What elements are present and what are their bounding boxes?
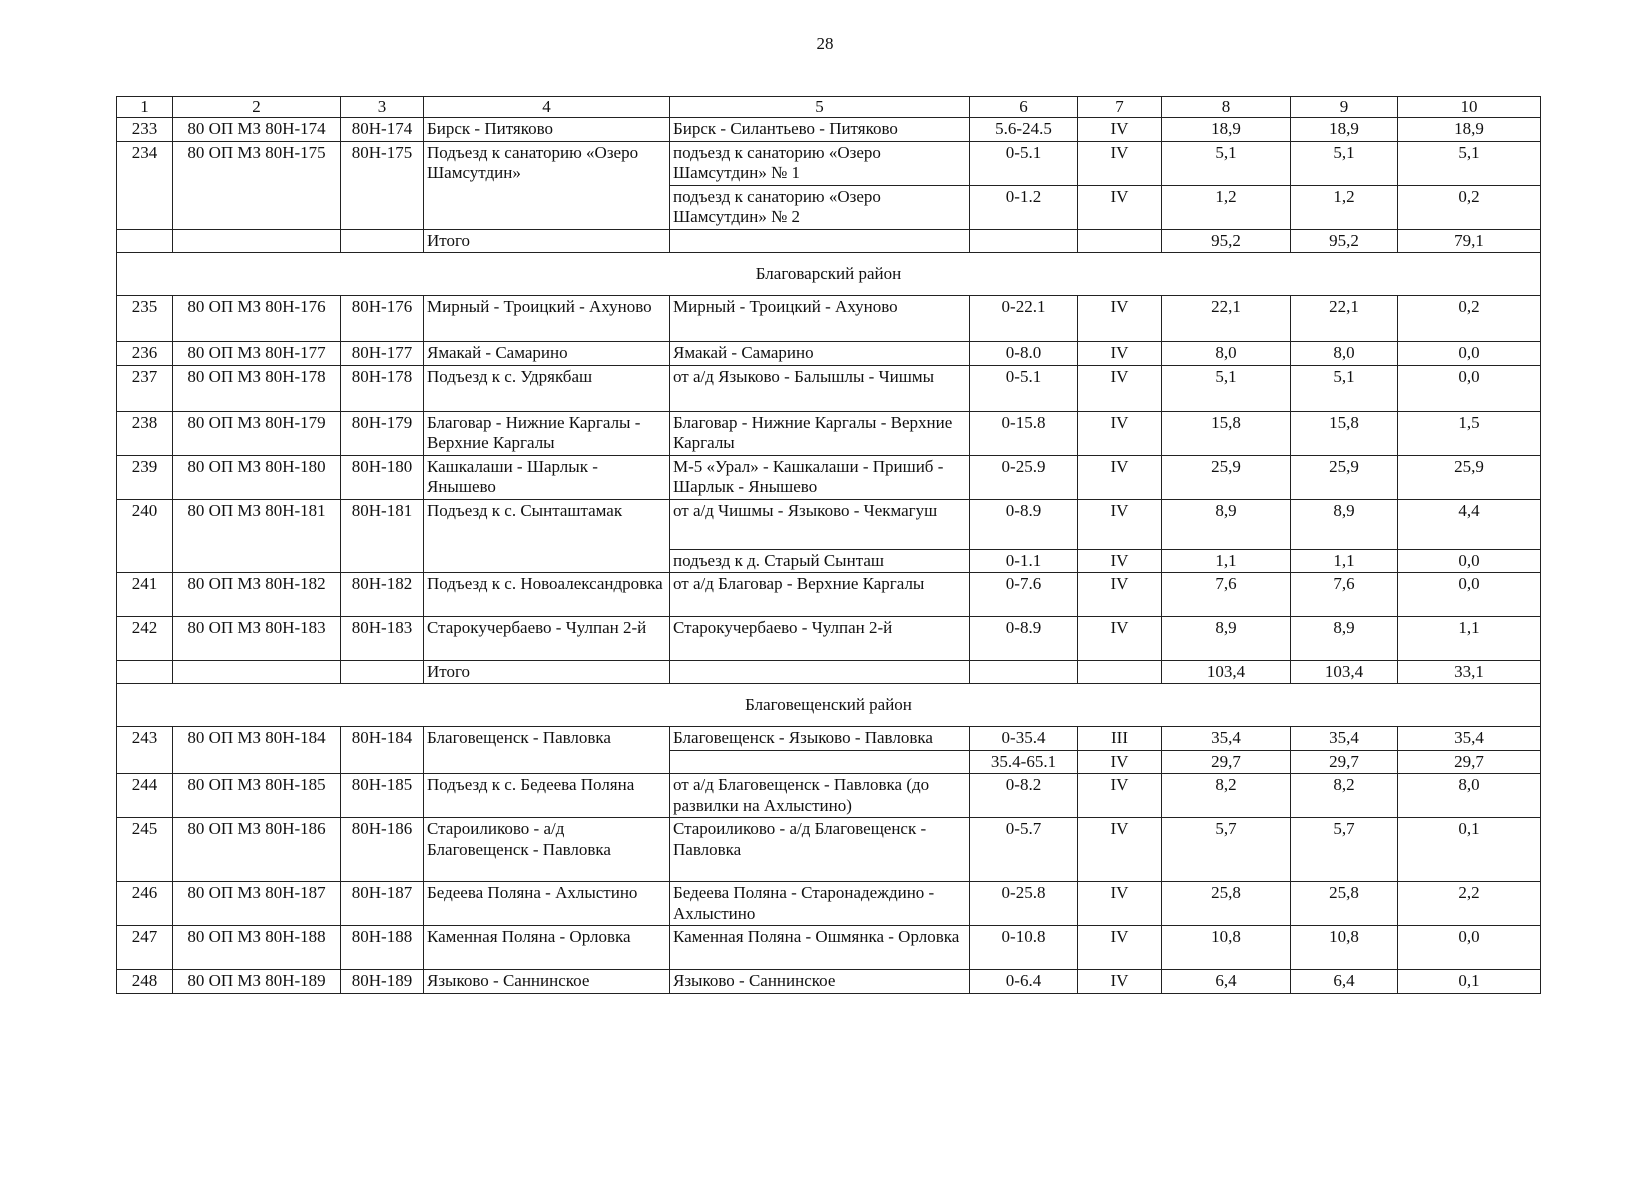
- header-cell: 10: [1398, 97, 1541, 118]
- length-cell: 4,4: [1398, 499, 1541, 549]
- route-cell: от а/д Чишмы - Языково - Чекмагуш: [670, 499, 970, 549]
- road-id-cell: 80 ОП МЗ 80Н-188: [173, 926, 341, 970]
- empty-cell: [341, 229, 424, 252]
- road-id-cell: 80 ОП МЗ 80Н-181: [173, 499, 341, 572]
- row-number: 237: [117, 365, 173, 411]
- header-cell: 1: [117, 97, 173, 118]
- length-cell: 0,2: [1398, 185, 1541, 229]
- road-short-id-cell: 80Н-187: [341, 882, 424, 926]
- total-value: 95,2: [1291, 229, 1398, 252]
- km-range-cell: 0-8.2: [970, 774, 1078, 818]
- road-short-id-cell: 80Н-179: [341, 411, 424, 455]
- row-number: 234: [117, 141, 173, 229]
- length-cell: 1,2: [1291, 185, 1398, 229]
- table-row: [117, 774, 1541, 818]
- length-cell: 18,9: [1398, 118, 1541, 141]
- km-range-cell: 0-25.8: [970, 882, 1078, 926]
- length-cell: 8,0: [1398, 774, 1541, 818]
- road-short-id-cell: 80Н-183: [341, 616, 424, 660]
- length-cell: 1,1: [1162, 549, 1291, 572]
- length-cell: 8,2: [1291, 774, 1398, 818]
- road-name-cell: Подъезд к с. Новоалександровка: [424, 572, 670, 616]
- route-cell: подъезд к д. Старый Сынташ: [670, 549, 970, 572]
- length-cell: 8,9: [1162, 616, 1291, 660]
- road-short-id-cell: 80Н-181: [341, 499, 424, 572]
- length-cell: 1,2: [1162, 185, 1291, 229]
- district-name: Благоварский район: [117, 253, 1541, 296]
- length-cell: 7,6: [1291, 572, 1398, 616]
- length-cell: 29,7: [1291, 750, 1398, 773]
- length-cell: 29,7: [1162, 750, 1291, 773]
- km-range-cell: 0-5.1: [970, 141, 1078, 185]
- road-id-cell: 80 ОП МЗ 80Н-185: [173, 774, 341, 818]
- category-cell: IV: [1078, 750, 1162, 773]
- empty-cell: [970, 229, 1078, 252]
- length-cell: 10,8: [1162, 926, 1291, 970]
- empty-cell: [670, 660, 970, 683]
- category-cell: IV: [1078, 926, 1162, 970]
- length-cell: 5,1: [1291, 365, 1398, 411]
- total-value: 33,1: [1398, 660, 1541, 683]
- road-name-cell: Благовещенск - Павловка: [424, 727, 670, 774]
- length-cell: 22,1: [1291, 296, 1398, 342]
- header-cell: 5: [670, 97, 970, 118]
- road-id-cell: 80 ОП МЗ 80Н-180: [173, 455, 341, 499]
- length-cell: 29,7: [1398, 750, 1541, 773]
- empty-cell: [1078, 229, 1162, 252]
- road-name-cell: Мирный - Троицкий - Ахуново: [424, 296, 670, 342]
- total-label: Итого: [424, 229, 670, 252]
- km-range-cell: 0-25.9: [970, 455, 1078, 499]
- length-cell: 1,1: [1398, 616, 1541, 660]
- row-number: 242: [117, 616, 173, 660]
- row-number: 236: [117, 342, 173, 365]
- road-short-id-cell: 80Н-180: [341, 455, 424, 499]
- road-id-cell: 80 ОП МЗ 80Н-178: [173, 365, 341, 411]
- empty-cell: [1078, 660, 1162, 683]
- category-cell: IV: [1078, 185, 1162, 229]
- total-row: [117, 229, 1541, 252]
- length-cell: 8,9: [1162, 499, 1291, 549]
- road-name-cell: Подъезд к с. Бедеева Поляна: [424, 774, 670, 818]
- category-cell: IV: [1078, 774, 1162, 818]
- km-range-cell: 0-10.8: [970, 926, 1078, 970]
- road-name-cell: Подъезд к санаторию «Озеро Шамсутдин»: [424, 141, 670, 229]
- road-id-cell: 80 ОП МЗ 80Н-182: [173, 572, 341, 616]
- table-body: [117, 97, 1541, 994]
- length-cell: 7,6: [1162, 572, 1291, 616]
- row-number: 245: [117, 818, 173, 882]
- length-cell: 8,9: [1291, 499, 1398, 549]
- row-number: 238: [117, 411, 173, 455]
- road-id-cell: 80 ОП МЗ 80Н-186: [173, 818, 341, 882]
- category-cell: IV: [1078, 365, 1162, 411]
- length-cell: 5,1: [1162, 365, 1291, 411]
- row-number: 241: [117, 572, 173, 616]
- road-short-id-cell: 80Н-174: [341, 118, 424, 141]
- empty-cell: [173, 660, 341, 683]
- km-range-cell: 0-5.7: [970, 818, 1078, 882]
- length-cell: 5,1: [1162, 141, 1291, 185]
- category-cell: IV: [1078, 572, 1162, 616]
- length-cell: 8,9: [1291, 616, 1398, 660]
- total-value: 79,1: [1398, 229, 1541, 252]
- road-short-id-cell: 80Н-188: [341, 926, 424, 970]
- road-name-cell: Бедеева Поляна - Ахлыстино: [424, 882, 670, 926]
- length-cell: 25,8: [1291, 882, 1398, 926]
- row-number: 243: [117, 727, 173, 774]
- km-range-cell: 0-35.4: [970, 727, 1078, 750]
- road-id-cell: 80 ОП МЗ 80Н-177: [173, 342, 341, 365]
- length-cell: 22,1: [1162, 296, 1291, 342]
- road-name-cell: Каменная Поляна - Орловка: [424, 926, 670, 970]
- road-name-cell: Ямакай - Самарино: [424, 342, 670, 365]
- table-row: [117, 572, 1541, 616]
- length-cell: 1,1: [1291, 549, 1398, 572]
- row-number: 235: [117, 296, 173, 342]
- category-cell: IV: [1078, 118, 1162, 141]
- length-cell: 0,2: [1398, 296, 1541, 342]
- route-cell: Староиликово - а/д Благовещенск - Павловка: [670, 818, 970, 882]
- row-number: 244: [117, 774, 173, 818]
- route-cell: Старокучербаево - Чулпан 2-й: [670, 616, 970, 660]
- table-row: [117, 365, 1541, 411]
- total-row: [117, 660, 1541, 683]
- row-number: 239: [117, 455, 173, 499]
- length-cell: 25,9: [1162, 455, 1291, 499]
- length-cell: 25,8: [1162, 882, 1291, 926]
- km-range-cell: 0-8.9: [970, 499, 1078, 549]
- route-cell: Благовар - Нижние Каргалы - Верхние Каргалы: [670, 411, 970, 455]
- header-row: [117, 97, 1541, 118]
- table-row: [117, 411, 1541, 455]
- header-cell: 4: [424, 97, 670, 118]
- route-cell: от а/д Благовещенск - Павловка (до развилки на Ахлыстино): [670, 774, 970, 818]
- km-range-cell: 0-6.4: [970, 970, 1078, 993]
- km-range-cell: 0-8.9: [970, 616, 1078, 660]
- length-cell: 25,9: [1398, 455, 1541, 499]
- road-short-id-cell: 80Н-177: [341, 342, 424, 365]
- category-cell: IV: [1078, 616, 1162, 660]
- length-cell: 0,0: [1398, 342, 1541, 365]
- length-cell: 8,0: [1162, 342, 1291, 365]
- table-row: [117, 926, 1541, 970]
- route-cell: Языково - Саннинское: [670, 970, 970, 993]
- road-name-cell: Кашкалаши - Шарлык - Янышево: [424, 455, 670, 499]
- road-id-cell: 80 ОП МЗ 80Н-176: [173, 296, 341, 342]
- route-cell: М-5 «Урал» - Кашкалаши - Пришиб - Шарлык - Янышево: [670, 455, 970, 499]
- category-cell: IV: [1078, 549, 1162, 572]
- length-cell: 8,0: [1291, 342, 1398, 365]
- length-cell: 1,5: [1398, 411, 1541, 455]
- route-cell: от а/д Благовар - Верхние Каргалы: [670, 572, 970, 616]
- category-cell: IV: [1078, 882, 1162, 926]
- table-row: [117, 882, 1541, 926]
- table-row: [117, 616, 1541, 660]
- road-name-cell: Подъезд к с. Сынташтамак: [424, 499, 670, 572]
- route-cell: [670, 750, 970, 773]
- road-name-cell: Языково - Саннинское: [424, 970, 670, 993]
- total-value: 95,2: [1162, 229, 1291, 252]
- table-row: [117, 727, 1541, 750]
- empty-cell: [117, 660, 173, 683]
- category-cell: IV: [1078, 970, 1162, 993]
- header-cell: 7: [1078, 97, 1162, 118]
- road-name-cell: Подъезд к с. Удрякбаш: [424, 365, 670, 411]
- route-cell: Бирск - Силантьево - Питяково: [670, 118, 970, 141]
- empty-cell: [670, 229, 970, 252]
- page-number: 28: [816, 34, 834, 53]
- route-cell: Ямакай - Самарино: [670, 342, 970, 365]
- road-id-cell: 80 ОП МЗ 80Н-184: [173, 727, 341, 774]
- road-id-cell: 80 ОП МЗ 80Н-175: [173, 141, 341, 229]
- table-row: [117, 296, 1541, 342]
- length-cell: 5,7: [1291, 818, 1398, 882]
- road-short-id-cell: 80Н-184: [341, 727, 424, 774]
- length-cell: 5,7: [1162, 818, 1291, 882]
- road-short-id-cell: 80Н-186: [341, 818, 424, 882]
- km-range-cell: 0-1.1: [970, 549, 1078, 572]
- road-name-cell: Бирск - Питяково: [424, 118, 670, 141]
- table-row: [117, 970, 1541, 993]
- length-cell: 8,2: [1162, 774, 1291, 818]
- length-cell: 6,4: [1291, 970, 1398, 993]
- header-cell: 3: [341, 97, 424, 118]
- row-number: 240: [117, 499, 173, 572]
- route-cell: от а/д Языково - Балышлы - Чишмы: [670, 365, 970, 411]
- category-cell: IV: [1078, 499, 1162, 549]
- route-cell: подъезд к санаторию «Озеро Шамсутдин» № 2: [670, 185, 970, 229]
- km-range-cell: 35.4-65.1: [970, 750, 1078, 773]
- district-row: [117, 684, 1541, 727]
- empty-cell: [117, 229, 173, 252]
- road-id-cell: 80 ОП МЗ 80Н-174: [173, 118, 341, 141]
- road-short-id-cell: 80Н-185: [341, 774, 424, 818]
- km-range-cell: 0-5.1: [970, 365, 1078, 411]
- road-short-id-cell: 80Н-178: [341, 365, 424, 411]
- length-cell: 0,0: [1398, 572, 1541, 616]
- length-cell: 10,8: [1291, 926, 1398, 970]
- header-cell: 6: [970, 97, 1078, 118]
- row-number: 248: [117, 970, 173, 993]
- km-range-cell: 0-15.8: [970, 411, 1078, 455]
- row-number: 233: [117, 118, 173, 141]
- header-cell: 2: [173, 97, 341, 118]
- category-cell: IV: [1078, 411, 1162, 455]
- length-cell: 5,1: [1398, 141, 1541, 185]
- km-range-cell: 0-22.1: [970, 296, 1078, 342]
- length-cell: 0,0: [1398, 926, 1541, 970]
- length-cell: 2,2: [1398, 882, 1541, 926]
- length-cell: 5,1: [1291, 141, 1398, 185]
- road-name-cell: Старокучербаево - Чулпан 2-й: [424, 616, 670, 660]
- length-cell: 0,1: [1398, 818, 1541, 882]
- table-row: [117, 818, 1541, 882]
- road-id-cell: 80 ОП МЗ 80Н-183: [173, 616, 341, 660]
- km-range-cell: 5.6-24.5: [970, 118, 1078, 141]
- road-name-cell: Благовар - Нижние Каргалы - Верхние Каргалы: [424, 411, 670, 455]
- table-row: [117, 455, 1541, 499]
- road-id-cell: 80 ОП МЗ 80Н-189: [173, 970, 341, 993]
- table-row: [117, 141, 1541, 185]
- category-cell: III: [1078, 727, 1162, 750]
- route-cell: Благовещенск - Языково - Павловка: [670, 727, 970, 750]
- category-cell: IV: [1078, 818, 1162, 882]
- length-cell: 25,9: [1291, 455, 1398, 499]
- category-cell: IV: [1078, 141, 1162, 185]
- route-cell: подъезд к санаторию «Озеро Шамсутдин» № 1: [670, 141, 970, 185]
- total-label: Итого: [424, 660, 670, 683]
- table-row: [117, 499, 1541, 549]
- length-cell: 6,4: [1162, 970, 1291, 993]
- route-cell: Каменная Поляна - Ошмянка - Орловка: [670, 926, 970, 970]
- category-cell: IV: [1078, 455, 1162, 499]
- length-cell: 18,9: [1162, 118, 1291, 141]
- length-cell: 15,8: [1291, 411, 1398, 455]
- header-cell: 9: [1291, 97, 1398, 118]
- row-number: 247: [117, 926, 173, 970]
- length-cell: 35,4: [1162, 727, 1291, 750]
- row-number: 246: [117, 882, 173, 926]
- total-value: 103,4: [1291, 660, 1398, 683]
- length-cell: 18,9: [1291, 118, 1398, 141]
- length-cell: 0,1: [1398, 970, 1541, 993]
- road-id-cell: 80 ОП МЗ 80Н-179: [173, 411, 341, 455]
- length-cell: 35,4: [1291, 727, 1398, 750]
- category-cell: IV: [1078, 342, 1162, 365]
- road-short-id-cell: 80Н-182: [341, 572, 424, 616]
- km-range-cell: 0-7.6: [970, 572, 1078, 616]
- empty-cell: [970, 660, 1078, 683]
- total-value: 103,4: [1162, 660, 1291, 683]
- roads-table: [116, 96, 1541, 994]
- empty-cell: [341, 660, 424, 683]
- district-name: Благовещенский район: [117, 684, 1541, 727]
- road-short-id-cell: 80Н-176: [341, 296, 424, 342]
- table-row: [117, 118, 1541, 141]
- road-short-id-cell: 80Н-189: [341, 970, 424, 993]
- length-cell: 0,0: [1398, 549, 1541, 572]
- length-cell: 35,4: [1398, 727, 1541, 750]
- route-cell: Бедеева Поляна - Старонадеждино - Ахлыстино: [670, 882, 970, 926]
- road-id-cell: 80 ОП МЗ 80Н-187: [173, 882, 341, 926]
- header-cell: 8: [1162, 97, 1291, 118]
- length-cell: 15,8: [1162, 411, 1291, 455]
- route-cell: Мирный - Троицкий - Ахуново: [670, 296, 970, 342]
- empty-cell: [173, 229, 341, 252]
- table-row: [117, 342, 1541, 365]
- km-range-cell: 0-1.2: [970, 185, 1078, 229]
- road-short-id-cell: 80Н-175: [341, 141, 424, 229]
- category-cell: IV: [1078, 296, 1162, 342]
- km-range-cell: 0-8.0: [970, 342, 1078, 365]
- district-row: [117, 253, 1541, 296]
- road-name-cell: Староиликово - а/д Благовещенск - Павловка: [424, 818, 670, 882]
- length-cell: 0,0: [1398, 365, 1541, 411]
